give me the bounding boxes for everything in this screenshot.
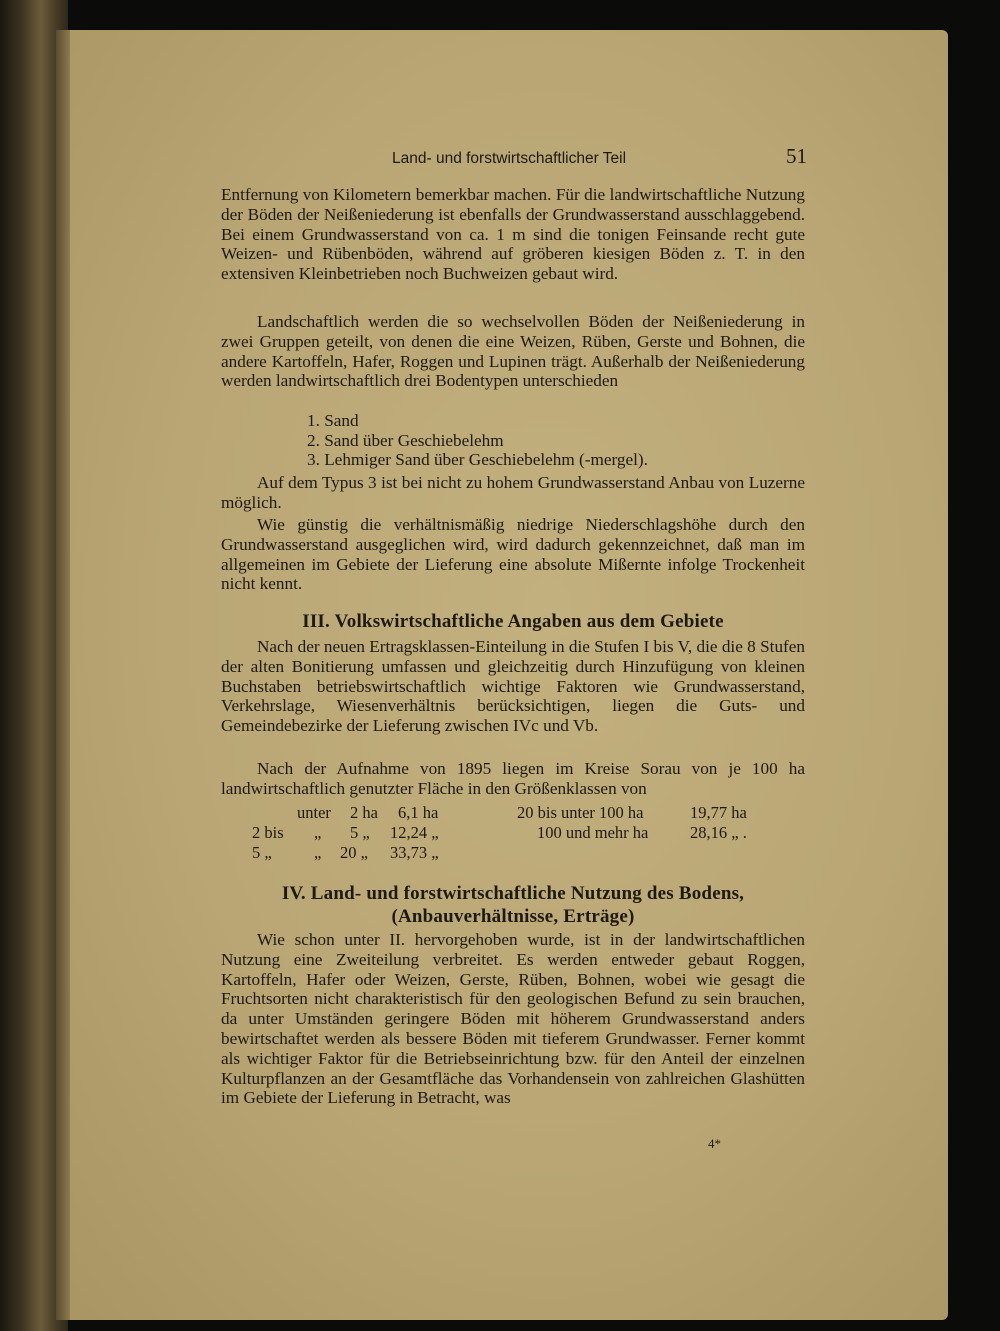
signature-mark: 4* xyxy=(708,1136,721,1151)
soil-type-list xyxy=(307,411,648,470)
page-number: 51 xyxy=(786,144,807,168)
list-item: 3. Lehmiger Sand über Geschiebelehm (-mergel). xyxy=(307,450,648,470)
section-4-paragraph-1 xyxy=(221,930,805,1108)
table-cell: 2 bis xyxy=(252,823,284,842)
paragraph-1-text: Entfernung von Kilometern bemerkbar machen. Für die landwirtschaftliche Nutzung der Böden der Neißeniederung ist ebenfalls der Grundwasserstand ausschlaggebend. Bei einem Grundwasserstand von ca. 1 m sind die tonigen Feinsande recht gute Weizen- und Rübenböden, während auf gröberen kiesigen Böden z. T. in den extensiven Kleinbetrieben noch Buchweizen gebaut wird. xyxy=(221,185,805,284)
section-4-heading-line-2: (Anbauverhältnisse, Erträge) xyxy=(391,906,635,927)
paragraph-3-text: Auf dem Typus 3 ist bei nicht zu hohem Grundwasserstand Anbau von Luzerne möglich. xyxy=(221,473,805,512)
section-4-heading-line-1: IV. Land- und forstwirtschaftliche Nutzung des Bodens, xyxy=(281,883,745,904)
paragraph-1 xyxy=(221,185,805,284)
section-3-paragraph-1-text: Nach der neuen Ertragsklassen-Einteilung in die Stufen I bis V, die die 8 Stufen der alten Bonitierung umfassen und gleichzeitig durch Hinzufügung von kleinen Buchstaben betriebswirtschaftlich wichtige Faktoren wie Grundwasserstand, Verkehrslage, Wiesenverhältnis berücksichtigen, liegen die Guts- und Gemeindebezirke der Lieferung zwischen IVc und Vb. xyxy=(221,637,805,736)
paragraph-4 xyxy=(221,515,805,594)
table-cell: 28,16 „ . xyxy=(690,823,747,842)
page-gutter xyxy=(56,30,70,1320)
table-cell: 2 ha xyxy=(350,803,378,822)
paragraph-2-text: Landschaftlich werden die so wechselvollen Böden der Neißeniederung in zwei Gruppen geteilt, von denen die eine Weizen, Rüben, Gerste und Bohnen, die andere Kartoffeln, Hafer, Roggen und Lupinen trägt. Außerhalb der Neißeniederung werden landwirtschaftlich drei Bodentypen unterschieden xyxy=(221,312,805,391)
paragraph-3 xyxy=(221,473,805,513)
table-cell: 12,24 „ xyxy=(390,823,439,842)
list-item: 1. Sand xyxy=(307,411,359,430)
table-cell: 100 und mehr ha xyxy=(537,823,649,842)
paragraph-4-text: Wie günstig die verhältnismäßig niedrige Niederschlagshöhe durch den Grundwasserstand ausgeglichen wird, wird dadurch gekennzeichnet, daß man im allgemeinen im Gebiete der Lieferung eine absolute Mißernte infolge Trockenheit nicht kennt. xyxy=(221,515,805,594)
table-cell: 5 „ xyxy=(252,843,272,862)
table-cell: 6,1 ha xyxy=(398,803,439,822)
table-cell: 5 „ xyxy=(350,823,370,842)
section-4-paragraph-1-text: Wie schon unter II. hervorgehoben wurde, ist in der landwirtschaftlichen Nutzung eine Zweiteilung verbreitet. Es werden entweder gebaut Roggen, Kartoffeln, Hafer oder Weizen, Gerste, Rüben, Bohnen, wobei wie gesagt die Fruchtsorten nicht charakteristisch für den geologischen Befund zu sein brauchen, da unter Umständen geringere Böden mit höherem Grundwasserstand anders bewirtschaftet werden als bessere Böden mit tieferem Grundwasser. Ferner kommt als wichtiger Faktor für die Betriebseinrichtung bzw. für den Anteil der einzelnen Kulturpflanzen an der Gesamtfläche das Vorhandensein von zahlreichen Glashütten im Gebiete der Lieferung in Betracht, was xyxy=(221,930,805,1108)
table-cell: unter xyxy=(297,803,331,822)
table-cell: 33,73 „ xyxy=(390,843,439,862)
section-3-paragraph-2-text: Nach der Aufnahme von 1895 liegen im Kreise Sorau von je 100 ha landwirtschaftlich genutzter Fläche in den Größenklassen von xyxy=(221,759,805,798)
table-cell: 20 „ xyxy=(340,843,368,862)
table-cell: 20 bis unter 100 ha xyxy=(517,803,644,822)
section-3-paragraph-2 xyxy=(221,759,805,799)
list-item: 2. Sand über Geschiebelehm xyxy=(307,430,504,450)
paragraph-2 xyxy=(221,312,805,391)
table-cell: „ xyxy=(314,823,322,842)
running-title: Land- und forstwirtschaftlicher Teil xyxy=(392,150,627,167)
section-3-heading: III. Volkswirtschaftliche Angaben aus dem Gebiete xyxy=(302,611,724,632)
table-cell: „ xyxy=(314,843,322,862)
table-cell: 19,77 ha xyxy=(690,803,747,822)
section-3-paragraph-1 xyxy=(221,637,805,736)
